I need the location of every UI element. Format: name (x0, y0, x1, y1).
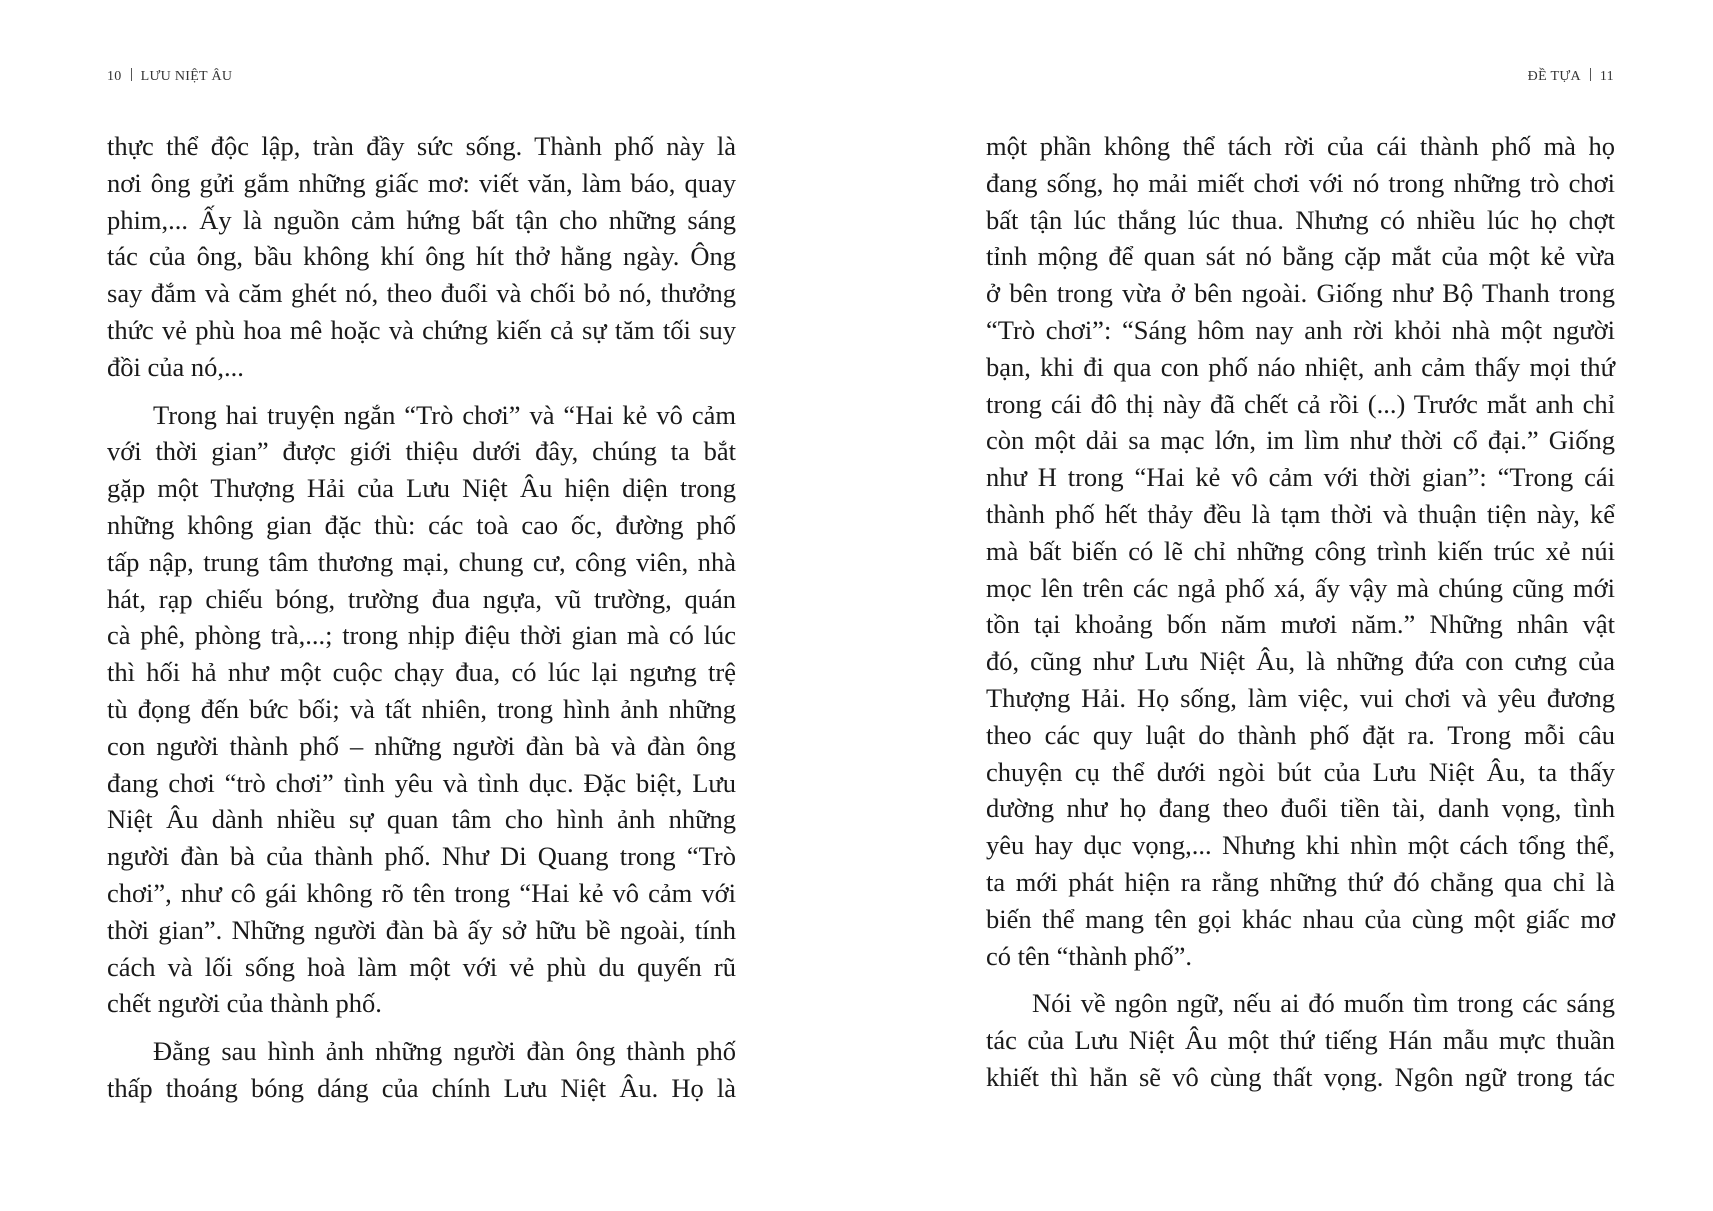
text-line: thực thể độc lập, tràn đầy sức sống. Thành phố này là (107, 131, 736, 161)
text-line: thì hối hả như một cuộc chạy đua, có lúc lại ngưng trệ (107, 657, 736, 688)
right-page-number: 11 (1599, 69, 1614, 84)
text-line: thời gian”. Những người đàn bà ấy sở hữu bề ngoài, tính (107, 914, 736, 945)
text-line: tác của ông, bầu không khí ông hít thở hằng ngày. Ông (107, 241, 736, 272)
text-line: trong cái đô thị này đã chết cả rồi (...) Trước mắt anh chỉ (986, 388, 1615, 419)
text-line: tỉnh mộng để quan sát nó bằng cặp mắt của một kẻ vừa (986, 241, 1615, 272)
text-line: nơi ông gửi gắm những giấc mơ: viết văn, làm báo, quay (107, 167, 736, 198)
text-line: bất tận lúc thắng lúc thua. Nhưng có nhiều lúc họ chợt (986, 204, 1615, 235)
paragraph (107, 128, 736, 386)
text-line: thành phố hết thảy đều là tạm thời và thuận tiện này, kể (986, 498, 1615, 529)
text-line: “Trò chơi”: “Sáng hôm nay anh rời khỏi nhà một người (986, 314, 1615, 345)
text-line: đồi của nó,... (107, 351, 244, 382)
paragraph (107, 1033, 736, 1107)
header-divider (1590, 68, 1591, 81)
text-line: với thời gian” được giới thiệu dưới đây, chúng ta bắt (107, 436, 736, 467)
text-line: chuyện cụ thể dưới ngòi bút của Lưu Niệt Âu, ta thấy (986, 756, 1615, 787)
text-line: chết người của thành phố. (107, 988, 382, 1019)
text-line: tồn tại khoảng bốn năm mươi năm.” Những nhân vật (986, 609, 1615, 640)
text-line: Đằng sau hình ảnh những người đàn ông thành phố (153, 1036, 736, 1067)
text-line: phim,... Ấy là nguồn cảm hứng bất tận cho những sáng (107, 204, 736, 235)
header-divider (131, 68, 132, 81)
text-line: thấp thoáng bóng dáng của chính Lưu Niệt Âu. Họ là (107, 1072, 736, 1103)
text-line: thức vẻ phù hoa mê hoặc và chứng kiến cả sự tăm tối suy (107, 314, 736, 345)
text-line: chơi”, như cô gái không rõ tên trong “Hai kẻ vô cảm với (107, 877, 736, 908)
text-line: cà phê, phòng trà,...; trong nhịp điệu thời gian mà có lúc (107, 620, 736, 651)
text-line: khiết thì hẳn sẽ vô cùng thất vọng. Ngôn ngữ trong tác (986, 1061, 1615, 1092)
text-line: Thượng Hải. Họ sống, làm việc, vui chơi và yêu đương (986, 682, 1615, 713)
left-page-body (107, 128, 736, 1118)
paragraph (986, 985, 1615, 1095)
text-line: một phần không thể tách rời của cái thành phố mà họ (986, 131, 1615, 161)
right-page-body (986, 128, 1615, 1107)
text-line: đang sống, họ mải miết chơi với nó trong những trò chơi (986, 167, 1615, 198)
text-line: có tên “thành phố”. (986, 940, 1193, 971)
left-page-number: 10 (107, 69, 122, 84)
text-line: mà bất biến có lẽ chỉ những công trình kiến trúc xẻ núi (986, 535, 1615, 566)
text-line: tác của Lưu Niệt Âu một thứ tiếng Hán mẫu mực thuần (986, 1025, 1615, 1056)
text-line: đang chơi “trò chơi” tình yêu và tình dục. Đặc biệt, Lưu (107, 767, 736, 798)
text-line: ta mới phát hiện ra rằng những thứ đó chẳng qua chỉ là (986, 866, 1615, 897)
left-running-header (107, 68, 232, 85)
text-line: yêu hay dục vọng,... Nhưng khi nhìn một cách tổng thể, (986, 830, 1615, 861)
text-line: cách và lối sống hoà làm một với vẻ phù du quyến rũ (107, 951, 736, 982)
text-line: con người thành phố – những người đàn bà và đàn ông (107, 730, 736, 761)
text-line: Nói về ngôn ngữ, nếu ai đó muốn tìm trong các sáng (1032, 988, 1615, 1019)
text-line: như H trong “Hai kẻ vô cảm với thời gian”: “Trong cái (986, 462, 1615, 493)
paragraph (107, 397, 736, 1023)
text-line: gặp một Thượng Hải của Lưu Niệt Âu hiện diện trong (107, 473, 736, 504)
text-line: theo các quy luật do thành phố đặt ra. Trong mỗi câu (986, 719, 1615, 750)
text-line: tù đọng đến bức bối; và tất nhiên, trong hình ảnh những (107, 693, 736, 724)
right-running-title: ĐỀ TỰA (1527, 69, 1581, 84)
text-line: Niệt Âu dành nhiều sự quan tâm cho hình ảnh những (107, 804, 736, 835)
text-line: còn một dải sa mạc lớn, im lìm như thời cổ đại.” Giống (986, 425, 1615, 456)
text-line: người đàn bà của thành phố. Như Di Quang trong “Trò (107, 841, 736, 872)
text-line: hát, rạp chiếu bóng, trường đua ngựa, vũ trường, quán (107, 583, 736, 614)
text-line: tấp nập, trung tâm thương mại, chung cư, công viên, nhà (107, 546, 736, 577)
text-line: mọc lên trên các ngả phố xá, ấy vậy mà chúng cũng mới (986, 572, 1615, 603)
left-running-title: LƯU NIỆT ÂU (140, 69, 233, 84)
paragraph (986, 128, 1615, 974)
text-line: Trong hai truyện ngắn “Trò chơi” và “Hai kẻ vô cảm (153, 399, 736, 430)
text-line: ở bên trong vừa ở bên ngoài. Giống như Bộ Thanh trong (986, 278, 1615, 309)
text-line: đó, cũng như Lưu Niệt Âu, là những đứa con cưng của (986, 646, 1615, 677)
text-line: bạn, khi đi qua con phố náo nhiệt, anh cảm thấy mọi thứ (986, 351, 1615, 382)
right-running-header (1528, 68, 1614, 85)
text-line: dường như họ đang theo đuổi tiền tài, danh vọng, tình (986, 793, 1615, 824)
text-line: biến thể mang tên gọi khác nhau của cùng một giấc mơ (986, 903, 1615, 934)
text-line: say đắm và căm ghét nó, theo đuổi và chối bỏ nó, thưởng (107, 278, 736, 309)
text-line: những không gian đặc thù: các toà cao ốc, đường phố (107, 509, 736, 540)
